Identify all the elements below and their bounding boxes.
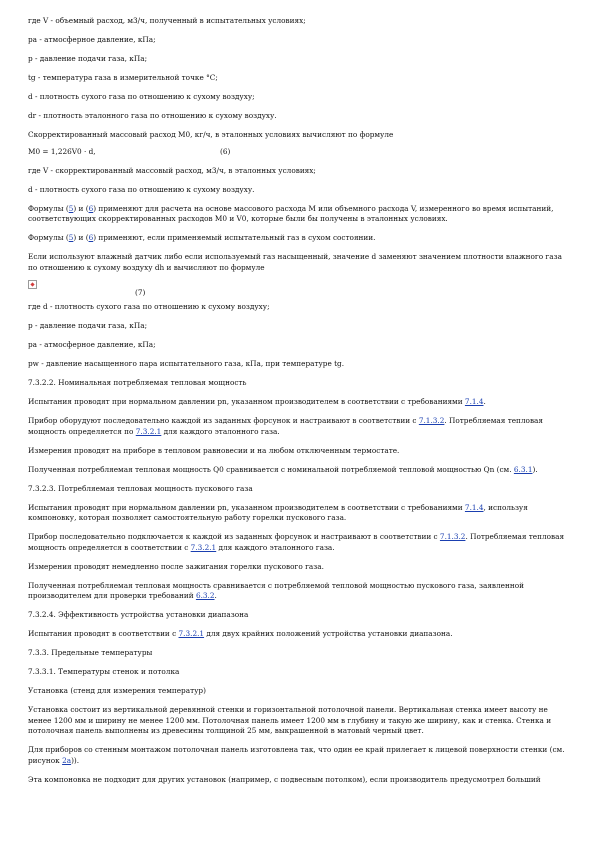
text-run: для двух крайних положений устройства установки диапазона. bbox=[204, 629, 453, 638]
section-heading-7-3-2-3: 7.3.2.3. Потребляемая тепловая мощность пускового газа bbox=[28, 483, 253, 493]
paragraph-wall-mounted bbox=[28, 745, 573, 766]
var-definition-d-3: где d - плотность сухого газа по отношению к сухому воздуху; bbox=[28, 302, 270, 311]
figure-link-2a[interactable]: 2а bbox=[62, 755, 72, 765]
text-run: Для приборов со стенным монтажом потолочная панель изготовлена так, что один ее край прилегает к лицевой поверхности стенки (см. рисунок bbox=[28, 745, 567, 765]
section-heading-7-3-3: 7.3.3. Предельные температуры bbox=[28, 648, 153, 657]
paragraph-dry-gas bbox=[28, 233, 573, 244]
var-definition-v: где V - объемный расход, м3/ч, полученный в испытательных условиях; bbox=[28, 16, 306, 25]
text-run: Прибор последовательно подключается к каждой из заданных форсунок и настраивают в соответствии с bbox=[28, 532, 440, 541]
text-run: для каждого эталонного газа. bbox=[161, 426, 280, 436]
paragraph-test-conditions bbox=[28, 397, 573, 408]
section-link-7-1-4[interactable]: 7.1.4 bbox=[464, 502, 484, 512]
text-run: . bbox=[483, 397, 486, 406]
paragraph-ignition-measurement: Измерения проводят немедленно после зажигания горелки пускового газа. bbox=[28, 561, 324, 571]
text-run: Испытания проводят в соответствии с bbox=[28, 629, 179, 638]
section-link-7-3-2-1[interactable]: 7.3.2.1 bbox=[135, 426, 162, 436]
document-page bbox=[28, 16, 573, 794]
text-run: для каждого эталонного газа. bbox=[216, 542, 335, 552]
var-definition-d: d - плотность сухого газа по отношению к сухому воздуху; bbox=[28, 92, 255, 101]
formula-6-number: (6) bbox=[220, 146, 231, 156]
paragraph-ignition-compare bbox=[28, 581, 573, 602]
section-heading-7-3-3-1: 7.3.3.1. Температуры стенок и потолка bbox=[28, 667, 180, 676]
section-link-7-3-2-1[interactable]: 7.3.2.1 bbox=[178, 629, 205, 638]
text-run: Полученная потребляемая тепловая мощность сравнивается с потребляемой тепловой мощностью пускового газа, заявленной производителем для проверки требований bbox=[28, 580, 527, 600]
text-run: . Потребляемая тепловая мощность определяется в соответствии с bbox=[28, 532, 567, 552]
formula-link-6[interactable]: 6 bbox=[88, 203, 94, 213]
text-run: Формулы ( bbox=[28, 233, 69, 242]
text-run: Испытания проводят при нормальном давлении pn, указанном производителем в соответствии с требованиями bbox=[28, 397, 465, 406]
broken-image-icon bbox=[28, 280, 37, 289]
formula-7 bbox=[28, 282, 573, 297]
section-link-7-1-3-2[interactable]: 7.1.3.2 bbox=[418, 416, 445, 425]
paragraph-ignition-injectors bbox=[28, 532, 573, 553]
section-link-7-1-3-2[interactable]: 7.1.3.2 bbox=[439, 532, 466, 541]
paragraph-injectors bbox=[28, 416, 573, 437]
var-definition-pa: pa - атмосферное давление, кПа; bbox=[28, 35, 156, 44]
text-run: Прибор оборудуют последовательно каждой из заданных форсунок и настраивают в соответствии с bbox=[28, 416, 419, 425]
section-link-6-3-1[interactable]: 6.3.1 bbox=[513, 464, 533, 474]
text-run: . Потребляемая тепловая мощность определяется по bbox=[28, 416, 546, 436]
formula-6-intro: Скорректированный массовый расход M0, кг/ч, в эталонных условиях вычисляют по формуле bbox=[28, 130, 394, 139]
paragraph-stand-description: Установка состоит из вертикальной деревянной стенки и горизонтальной потолочной панели. Вертикальная стенка имеет высоту не менее 1200 мм и ширину не менее 1200 мм. Потолочная панель имеет 1200 мм в глубину и такую же ширину, как и стенка. Стенка и потолочная панель выполнены из древесины толщиной 25 мм, выкрашенной в матовый черный цвет. bbox=[28, 705, 554, 735]
formula-7-number: (7) bbox=[135, 287, 146, 297]
section-link-7-3-2-1[interactable]: 7.3.2.1 bbox=[190, 542, 217, 552]
text-run: ) применяют, если применяемый испытательный газ в сухом состоянии. bbox=[93, 233, 376, 242]
formula-6 bbox=[28, 147, 573, 158]
paragraph-ignition-test bbox=[28, 503, 573, 524]
section-heading-7-3-2-2: 7.3.2.2. Номинальная потребляемая тепловая мощность bbox=[28, 378, 247, 387]
text-run: , используя компоновку, которая позволяет самостоятельную работу горелки пускового газа. bbox=[28, 502, 531, 522]
text-run: ) и ( bbox=[73, 203, 89, 213]
formula-link-5[interactable]: 5 bbox=[68, 203, 74, 213]
section-heading-7-3-2-4: 7.3.2.4. Эффективность устройства установки диапазона bbox=[28, 610, 249, 619]
paragraph-range-device bbox=[28, 629, 573, 640]
paragraph-wet-gas: Если используют влажный датчик либо если используемый газ насыщенный, значение d заменяют значением плотности влажного газа по отношению к сухому воздуху dh и вычисляют по формуле bbox=[28, 252, 565, 272]
paragraph-heat-input-compare bbox=[28, 465, 573, 476]
formula-6-expression: M0 = 1,226V0 · d, bbox=[28, 146, 96, 156]
text-run: Формулы ( bbox=[28, 203, 69, 213]
formula-link-6[interactable]: 6 bbox=[88, 233, 94, 242]
var-definition-d-2: d - плотность сухого газа по отношению к сухому воздуху. bbox=[28, 184, 255, 194]
var-definition-tg: tg - температура газа в измерительной точке °С; bbox=[28, 73, 218, 82]
var-definition-p: p - давление подачи газа, кПа; bbox=[28, 54, 148, 63]
var-definition-pw: pw - давление насыщенного пара испытательного газа, кПа, при температуре tg. bbox=[28, 359, 345, 368]
text-run: Испытания проводят при нормальном давлении pn, указанном производителем в соответствии с требованиями bbox=[28, 502, 465, 512]
var-definition-v-corrected: где V - скорректированный массовый расход, м3/ч, в эталонных условиях; bbox=[28, 165, 316, 175]
var-definition-p-2: p - давление подачи газа, кПа; bbox=[28, 321, 148, 330]
var-definition-dr: dr - плотность эталонного газа по отношению к сухому воздуху. bbox=[28, 111, 277, 120]
text-run: )). bbox=[71, 755, 80, 765]
text-run: . bbox=[214, 591, 217, 600]
var-definition-pa-2: pa - атмосферное давление, кПа; bbox=[28, 340, 156, 349]
subheading-test-stand: Установка (стенд для измерения температур) bbox=[28, 686, 206, 695]
paragraph-other-installations: Эта компоновка не подходит для других установок (например, с подвесным потолком), если производитель предусмотрел больший bbox=[28, 774, 541, 784]
section-link-7-1-4[interactable]: 7.1.4 bbox=[464, 397, 484, 406]
paragraph-measurement: Измерения проводят на приборе в тепловом равновесии и на любом отключенным термостате. bbox=[28, 445, 400, 455]
paragraph-formulas-usage bbox=[28, 204, 573, 225]
text-run: ). bbox=[532, 464, 538, 474]
formula-link-5[interactable]: 5 bbox=[68, 233, 74, 242]
text-run: ) и ( bbox=[73, 233, 89, 242]
text-run: ) применяют для расчета на основе массового расхода M или объемного расхода V, измеренного во время испытаний, соответствующих скорректированных расходов M0 и V0, которые были бы получены в эталонных условиях. bbox=[28, 203, 556, 223]
text-run: Полученная потребляемая тепловая мощность Q0 сравнивается с номинальной потребляемой тепловой мощностью Qn (см. bbox=[28, 464, 514, 474]
section-link-6-3-2[interactable]: 6.3.2 bbox=[195, 591, 215, 600]
